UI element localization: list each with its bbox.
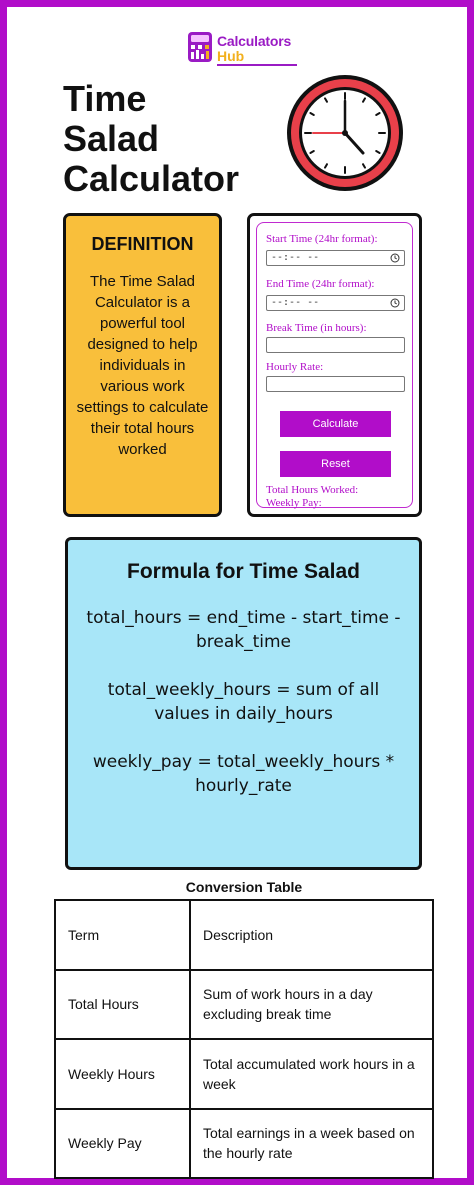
conversion-table: [54, 899, 434, 1179]
title-line-1: Time: [63, 78, 147, 119]
table-row: [55, 970, 433, 1040]
formula-card: [65, 537, 422, 870]
formula-total-weekly-hours: total_weekly_hours = sum of all values in daily_hours: [107, 680, 380, 724]
clock-icon: [283, 71, 407, 195]
calculator-form: [256, 222, 413, 508]
definition-text: The Time Salad Calculator is a powerful tool designed to help individuals in various work settings to calculate their total hours worked: [76, 273, 209, 458]
table-row: [55, 1039, 433, 1109]
table-header-term: Term: [55, 900, 190, 970]
table-cell-term: Weekly Pay: [55, 1109, 190, 1179]
definition-heading: DEFINITION: [91, 234, 194, 254]
hourly-rate-input[interactable]: [266, 376, 405, 392]
title-line-3: Calculator: [63, 158, 240, 199]
logo-text-hub: Hub: [217, 48, 245, 64]
logo-text-calculators: Calculators: [217, 33, 292, 49]
total-hours-result: Total Hours Worked:: [266, 484, 359, 496]
end-time-label: End Time (24hr format):: [266, 278, 375, 290]
definition-card: [63, 213, 222, 517]
clock-picker-icon[interactable]: [390, 298, 400, 308]
formula-total-hours: total_hours = end_time - start_time - break_time: [86, 608, 401, 652]
logo-underline: [217, 64, 297, 66]
start-time-value: --:-- --: [271, 252, 320, 263]
conversion-table-title: Conversion Table: [185, 879, 303, 895]
table-header-description: Description: [190, 900, 433, 970]
page-title: [63, 79, 263, 199]
calculate-button[interactable]: Calculate: [280, 411, 391, 437]
calculator-card: [247, 213, 422, 517]
break-time-label: Break Time (in hours):: [266, 322, 367, 334]
hourly-rate-label: Hourly Rate:: [266, 361, 324, 373]
break-time-input[interactable]: [266, 337, 405, 353]
calculators-hub-logo[interactable]: [187, 31, 299, 67]
table-cell-description: Total accumulated work hours in a week: [190, 1039, 433, 1109]
end-time-input[interactable]: [266, 295, 405, 311]
clock-picker-icon[interactable]: [390, 253, 400, 263]
table-header-row: [55, 900, 433, 970]
table-cell-term: Total Hours: [55, 970, 190, 1040]
formula-heading: Formula for Time Salad: [127, 560, 360, 583]
start-time-input[interactable]: [266, 250, 405, 266]
table-cell-description: Total earnings in a week based on the hourly rate: [190, 1109, 433, 1179]
title-line-2: Salad: [63, 118, 160, 159]
calculator-logo-icon: [187, 31, 213, 63]
table-cell-term: Weekly Hours: [55, 1039, 190, 1109]
reset-button[interactable]: Reset: [280, 451, 391, 477]
table-row: [55, 1109, 433, 1179]
table-cell-description: Sum of work hours in a day excluding break time: [190, 970, 433, 1040]
formula-weekly-pay: weekly_pay = total_weekly_hours * hourly_rate: [92, 752, 395, 796]
end-time-value: --:-- --: [271, 297, 320, 308]
weekly-pay-result: Weekly Pay:: [266, 497, 322, 509]
start-time-label: Start Time (24hr format):: [266, 233, 378, 245]
